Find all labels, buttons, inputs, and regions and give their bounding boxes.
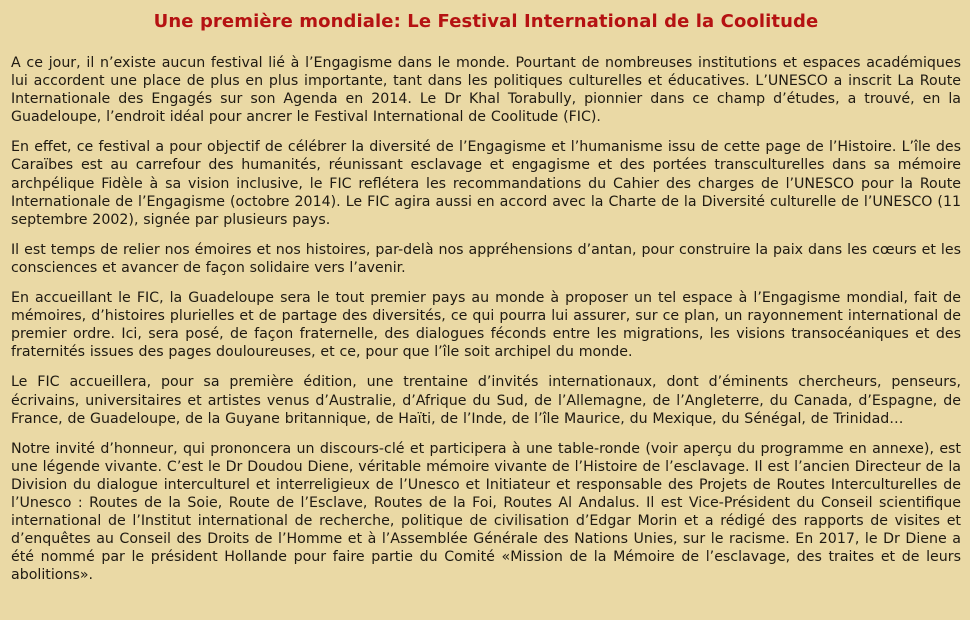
article-paragraph-2: En effet, ce festival a pour objectif de célébrer la diversité de l’Engagisme et l’humanisme issu de cette page de l’Histoire. L’île des Caraïbes est au carrefour des humanités, réunissant esclavage et engagisme et des portées transculturelles dans sa mémoire archpélique Fidèle à sa vision inclusive, le FIC reflétera les recommandations du Cahier des charges de l’UNESCO pour la Route Internationale de l’Engagisme (octobre 2014). Le FIC agira aussi en accord avec la Charte de la Diversité culturelle de l’UNESCO (11 septembre 2002), signée par plusieurs pays. [11, 139, 961, 228]
article-paragraph-6: Notre invité d’honneur, qui prononcera un discours-clé et participera à une table-ronde (voir aperçu du programme en annexe), est une légende vivante. C’est le Dr Doudou Diene, véritable mémoire vivante de l’Histoire de l’esclavage. Il est l’ancien Directeur de la Division du dialogue interculturel et interreligieux de l’Unesco et Initiateur et responsable des Projets de Routes Interculturelles de l’Unesco : Routes de la Soie, Route de l’Esclave, Routes de la Foi, Routes Al Andalus. Il est Vice-Président du Conseil scientifique international de l’Institut international de recherche, politique de civilisation d’Edgar Morin et a rédigé des rapports de visites et d’enquêtes au Conseil des Droits de l’Homme et à l’Assemblée Générale des Nations Unies, sur le racisme. En 2017, le Dr Diene a été nommé par le président Hollande pour faire partie du Comité «Mission de la Mémoire de l’esclavage, des traites et de leurs abolitions». [11, 440, 961, 584]
article-paragraph-3: Il est temps de relier nos émoires et nos histoires, par-delà nos appréhensions d’antan, pour construire la paix dans les cœurs et les consciences et avancer de façon solidaire vers l’avenir. [11, 241, 961, 276]
article-title: Une première mondiale: Le Festival International de la Coolitude [153, 11, 819, 32]
article-paragraph-1: A ce jour, il n’existe aucun festival lié à l’Engagisme dans le monde. Pourtant de nombreuses institutions et espaces académiques lui accordent une place de plus en plus importante, tant dans les politiques culturelles et éducatives. L’UNESCO a inscrit La Route Internationale des Engagés sur son Agenda en 2014. Le Dr Khal Torabully, pionnier dans ce champ d’études, a trouvé, en la Guadeloupe, l’endroit idéal pour ancrer le Festival International de Coolitude (FIC). [11, 55, 961, 126]
article-paragraph-4: En accueillant le FIC, la Guadeloupe sera le tout premier pays au monde à proposer un tel espace à l’Engagisme mondial, fait de mémoires, d’histoires plurielles et de partage des diversités, ce qui pourra lui assurer, sur ce plan, un rayonnement international de premier ordre. Ici, sera posé, de façon fraternelle, des dialogues féconds entre les migrations, les visions transocéaniques et des fraternités issues des pages douloureuses, et ce, pour que l’île soit archipel du monde. [11, 290, 961, 361]
article-paragraph-5: Le FIC accueillera, pour sa première édition, une trentaine d’invités internationaux, dont d’éminents chercheurs, penseurs, écrivains, universitaires et artistes venus d’Australie, d’Afrique du Sud, de l’Allemagne, de l’Angleterre, du Canada, d’Espagne, de France, de Guadeloupe, de la Guyane britannique, de Haïti, de l’Inde, de l’île Maurice, du Mexique, du Sénégal, de Trinidad… [11, 374, 961, 427]
